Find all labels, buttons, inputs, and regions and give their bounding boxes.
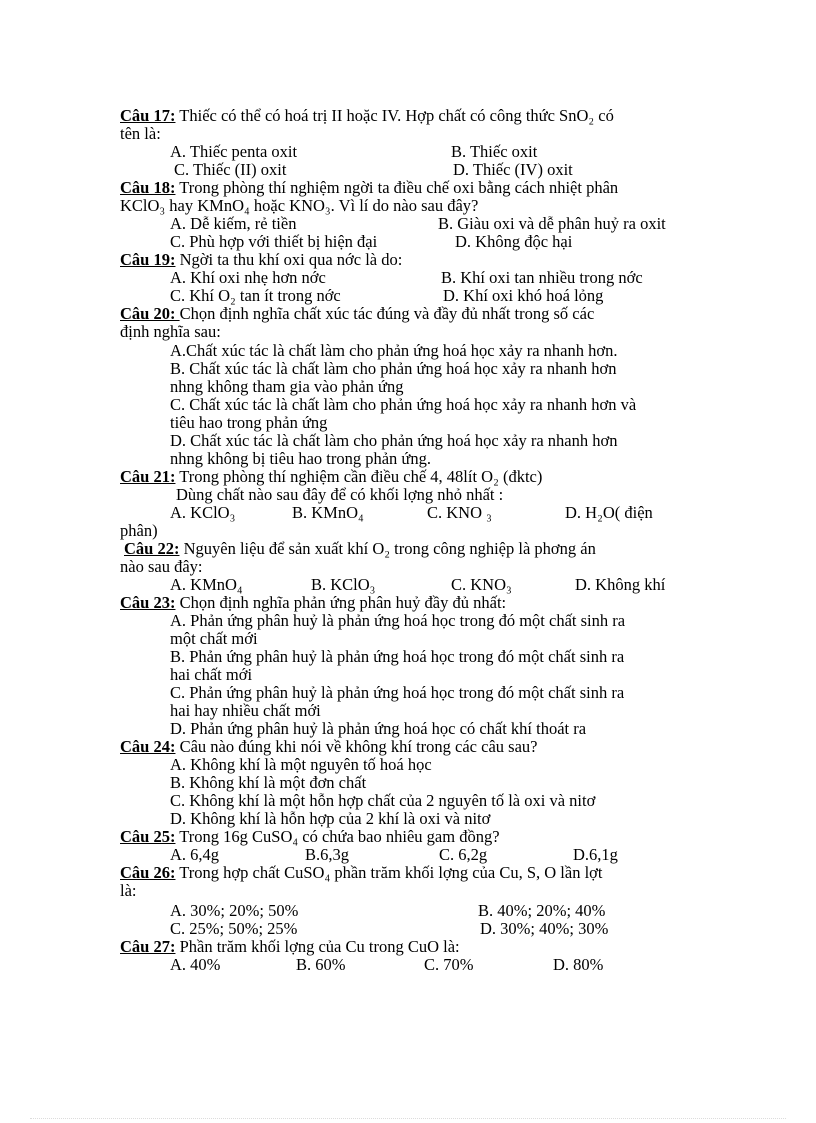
question-22-option-a: A. KMnO₄ <box>170 575 243 594</box>
question-23-label: Câu 23: <box>120 593 176 612</box>
question-26-option-c: C. 25%; 50%; 25% <box>170 919 298 938</box>
question-20-option-d: D. Chất xúc tác là chất làm cho phản ứng hoá học xảy ra nhanh hơn <box>170 431 618 450</box>
question-17-stem: Câu 17: Thiếc có thể có hoá trị II hoặc IV. Hợp chất có công thức SnO₂ có <box>120 106 614 125</box>
question-17-option-d: D. Thiếc (IV) oxit <box>453 160 573 179</box>
question-27-option-a: A. 40% <box>170 955 221 974</box>
question-20-option-a: A.Chất xúc tác là chất làm cho phản ứng hoá học xảy ra nhanh hơn. <box>170 341 618 360</box>
question-18-option-d: D. Không độc hại <box>455 232 573 251</box>
question-22-stem: Câu 22: Nguyên liệu để sản xuất khí O₂ trong công nghiệp là phơng án <box>124 539 596 558</box>
question-21-stem-cont: Dùng chất nào sau đây để có khối lợng nhỏ nhất : <box>176 485 504 504</box>
question-27-option-d: D. 80% <box>553 955 604 974</box>
question-17-option-b: B. Thiếc oxit <box>451 142 538 161</box>
question-25-stem: Câu 25: Trong 16g CuSO₄ có chứa bao nhiêu gam đồng? <box>120 827 500 846</box>
question-20-option-c-cont: tiêu hao trong phản ứng <box>170 413 328 432</box>
question-17-label: Câu 17: <box>120 106 176 125</box>
question-21-option-a: A. KClO₃ <box>170 503 236 522</box>
question-22-label: Câu 22: <box>124 539 180 558</box>
question-18-option-a: A. Dễ kiếm, rẻ tiền <box>170 214 297 233</box>
question-19-option-d: D. Khí oxi khó hoá lỏng <box>443 286 604 305</box>
question-19-option-b: B. Khí oxi tan nhiều trong nớc <box>441 268 643 287</box>
question-23-option-a-cont: một chất mới <box>170 629 258 648</box>
question-21-option-d: D. H₂O( điện <box>565 503 653 522</box>
question-27-option-c: C. 70% <box>424 955 474 974</box>
question-27-stem: Câu 27: Phần trăm khối lợng của Cu trong CuO là: <box>120 937 460 956</box>
question-25-option-c: C. 6,2g <box>439 845 488 864</box>
question-23-option-a: A. Phản ứng phân huỷ là phản ứng hoá học trong đó một chất sinh ra <box>170 611 626 630</box>
question-17-stem-cont: tên là: <box>120 124 161 143</box>
question-27-label: Câu 27: <box>120 937 176 956</box>
question-26-label: Câu 26: <box>120 863 176 882</box>
question-20-stem: Câu 20: Chọn định nghĩa chất xúc tác đúng và đầy đủ nhất trong số các <box>120 304 595 323</box>
question-18-option-c: C. Phù hợp với thiết bị hiện đại <box>170 232 378 251</box>
question-26-option-d: D. 30%; 40%; 30% <box>480 919 609 938</box>
question-25-option-d: D.6,1g <box>573 845 618 864</box>
question-17-option-c: C. Thiếc (II) oxit <box>174 160 287 179</box>
question-20-option-b-cont: nhng không tham gia vào phản ứng <box>170 377 404 396</box>
question-26-option-b: B. 40%; 20%; 40% <box>478 901 606 920</box>
question-25-label: Câu 25: <box>120 827 176 846</box>
page-bottom-border <box>30 1118 786 1119</box>
question-27-option-b: B. 60% <box>296 955 346 974</box>
question-26-stem: Câu 26: Trong hợp chất CuSO₄ phần trăm khối lợng của Cu, S, O lần lợt <box>120 863 603 882</box>
question-25-option-a: A. 6,4g <box>170 845 220 864</box>
question-24-stem: Câu 24: Câu nào đúng khi nói về không khí trong các câu sau? <box>120 737 538 756</box>
question-22-option-d: D. Không khí <box>575 575 666 594</box>
question-18-option-b: B. Giàu oxi và dễ phân huỷ ra oxit <box>438 214 666 233</box>
question-24-option-c: C. Không khí là một hỗn hợp chất của 2 nguyên tố là oxi và nitơ <box>170 791 596 810</box>
question-23-option-b-cont: hai chất mới <box>170 665 253 684</box>
question-18-stem-cont: KClO₃ hay KMnO₄ hoặc KNO₃. Vì lí do nào sau đây? <box>120 196 479 215</box>
question-18-label: Câu 18: <box>120 178 176 197</box>
question-20-label: Câu 20: <box>120 304 180 323</box>
question-18-stem: Câu 18: Trong phòng thí nghiệm ngời ta điều chế oxi bằng cách nhiệt phân <box>120 178 619 197</box>
question-23-option-b: B. Phản ứng phân huỷ là phản ứng hoá học trong đó một chất sinh ra <box>170 647 625 666</box>
question-26-stem-cont: là: <box>120 881 137 900</box>
question-20-option-c: C. Chất xúc tác là chất làm cho phản ứng hoá học xảy ra nhanh hơn và <box>170 395 637 414</box>
question-23-option-d: D. Phản ứng phân huỷ là phản ứng hoá học có chất khí thoát ra <box>170 719 587 738</box>
question-26-option-a: A. 30%; 20%; 50% <box>170 901 299 920</box>
question-24-option-a: A. Không khí là một nguyên tố hoá học <box>170 755 432 774</box>
question-21-stem: Câu 21: Trong phòng thí nghiệm cần điều chế 4, 48lít O₂ (đktc) <box>120 467 543 486</box>
question-23-option-c-cont: hai hay nhiều chất mới <box>170 701 321 720</box>
question-17-option-a: A. Thiếc penta oxit <box>170 142 298 161</box>
question-21-option-d-cont: phân) <box>120 521 158 540</box>
question-21-label: Câu 21: <box>120 467 176 486</box>
question-19-option-c: C. Khí O₂ tan ít trong nớc <box>170 286 341 305</box>
question-24-label: Câu 24: <box>120 737 176 756</box>
question-19-label: Câu 19: <box>120 250 176 269</box>
question-25-option-b: B.6,3g <box>305 845 350 864</box>
question-23-stem: Câu 23: Chọn định nghĩa phản ứng phân huỷ đầy đủ nhất: <box>120 593 507 612</box>
question-22-option-b: B. KClO₃ <box>311 575 376 594</box>
question-24-option-d: D. Không khí là hỗn hợp của 2 khí là oxi và nitơ <box>170 809 491 828</box>
question-20-option-b: B. Chất xúc tác là chất làm cho phản ứng hoá học xảy ra nhanh hơn <box>170 359 617 378</box>
question-23-option-c: C. Phản ứng phân huỷ là phản ứng hoá học trong đó một chất sinh ra <box>170 683 625 702</box>
question-22-stem-cont: nào sau đây: <box>120 557 203 576</box>
question-24-option-b: B. Không khí là một đơn chất <box>170 773 367 792</box>
question-21-option-c: C. KNO ₃ <box>427 503 492 522</box>
question-19-option-a: A. Khí oxi nhẹ hơn nớc <box>170 268 326 287</box>
question-21-option-b: B. KMnO₄ <box>292 503 364 522</box>
question-20-stem-cont: định nghĩa sau: <box>120 322 221 341</box>
question-20-option-d-cont: nhng không bị tiêu hao trong phản ứng. <box>170 449 431 468</box>
question-19-stem: Câu 19: Ngời ta thu khí oxi qua nớc là do: <box>120 250 403 269</box>
question-22-option-c: C. KNO₃ <box>451 575 512 594</box>
